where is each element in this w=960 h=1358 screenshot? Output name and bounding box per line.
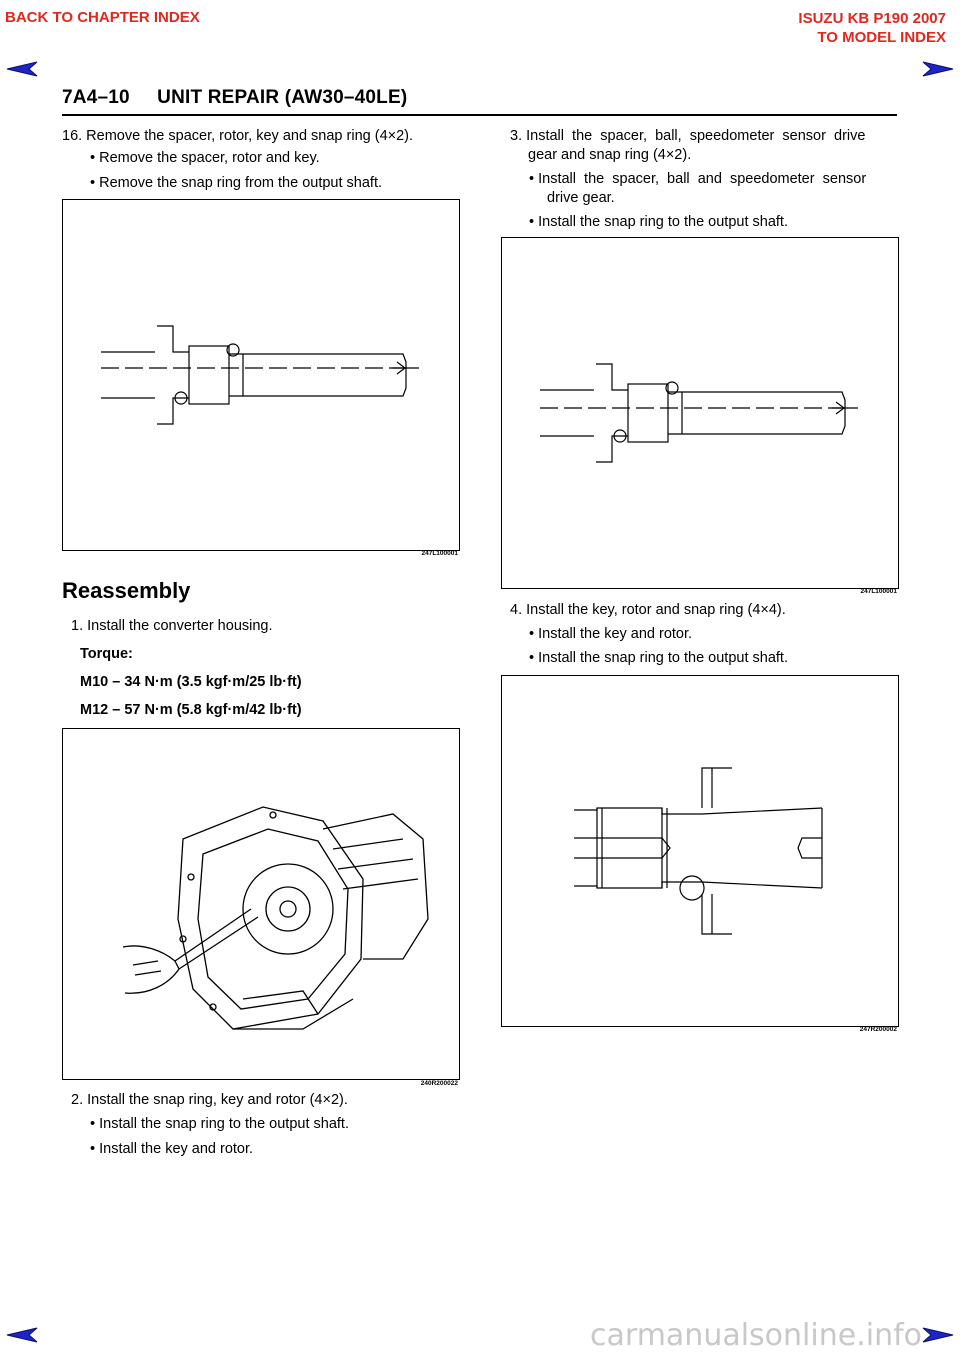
section-title-reassembly: Reassembly	[62, 578, 191, 603]
step-3-bullet-1-line-2: drive gear.	[547, 190, 615, 206]
torque-m12: M12 – 57 N·m (5.8 kgf·m/42 lb·ft)	[80, 702, 302, 718]
heading-rule	[62, 114, 897, 116]
step-16-bullet-1: • Remove the spacer, rotor and key.	[90, 150, 320, 166]
figure-code: 247R200002	[859, 1026, 897, 1033]
converter-housing-diagram	[63, 729, 459, 1079]
model-index-link[interactable]	[798, 9, 946, 47]
torque-m10: M10 – 34 N·m (3.5 kgf·m/25 lb·ft)	[80, 674, 302, 690]
output-shaft-diagram	[63, 200, 459, 550]
figure-code: 247L100001	[421, 550, 458, 557]
step-1-title: 1. Install the converter housing.	[71, 618, 273, 634]
back-to-chapter-index-link[interactable]: BACK TO CHAPTER INDEX	[5, 9, 200, 26]
step-3-title-line-1: 3. Install the spacer, ball, speedometer sensor drive	[510, 128, 866, 144]
step-4-bullet-2: • Install the snap ring to the output shaft.	[529, 650, 788, 666]
step-4-bullet-1: • Install the key and rotor.	[529, 626, 693, 642]
page-heading: 7A4–10 UNIT REPAIR (AW30–40LE)	[62, 87, 408, 108]
next-page-arrow-icon[interactable]	[921, 1326, 955, 1344]
figure-code: 247L100001	[860, 588, 897, 595]
torque-label: Torque:	[80, 646, 133, 662]
figure-converter-housing	[62, 728, 460, 1080]
step-16-title: 16. Remove the spacer, rotor, key and snap ring (4×2).	[62, 128, 414, 144]
step-4-title: 4. Install the key, rotor and snap ring (4×4).	[510, 602, 786, 618]
figure-output-shaft-install	[501, 237, 899, 589]
figure-key-rotor-install	[501, 675, 899, 1027]
step-3-bullet-2: • Install the snap ring to the output shaft.	[529, 214, 788, 230]
prev-page-arrow-icon[interactable]	[5, 1326, 39, 1344]
step-2-bullet-1: • Install the snap ring to the output shaft.	[90, 1116, 349, 1132]
step-16-bullet-2: • Remove the snap ring from the output shaft.	[90, 175, 383, 191]
figure-output-shaft-removal	[62, 199, 460, 551]
step-2-bullet-2: • Install the key and rotor.	[90, 1141, 254, 1157]
step-3-bullet-1-line-1: • Install the spacer, ball and speedometer sensor	[529, 171, 867, 187]
to-model-index-label[interactable]: TO MODEL INDEX	[817, 29, 946, 46]
figure-code: 240R200022	[420, 1080, 458, 1087]
model-title: ISUZU KB P190 2007	[798, 10, 946, 27]
prev-page-arrow-icon[interactable]	[5, 60, 39, 78]
next-page-arrow-icon[interactable]	[921, 60, 955, 78]
output-shaft-diagram	[502, 238, 898, 588]
step-2-title: 2. Install the snap ring, key and rotor (4×2).	[71, 1092, 348, 1108]
shaft-4x4-diagram	[502, 676, 898, 1026]
watermark: carmanualsonline.info	[590, 1318, 922, 1353]
step-3-title-line-2: gear and snap ring (4×2).	[528, 147, 692, 163]
